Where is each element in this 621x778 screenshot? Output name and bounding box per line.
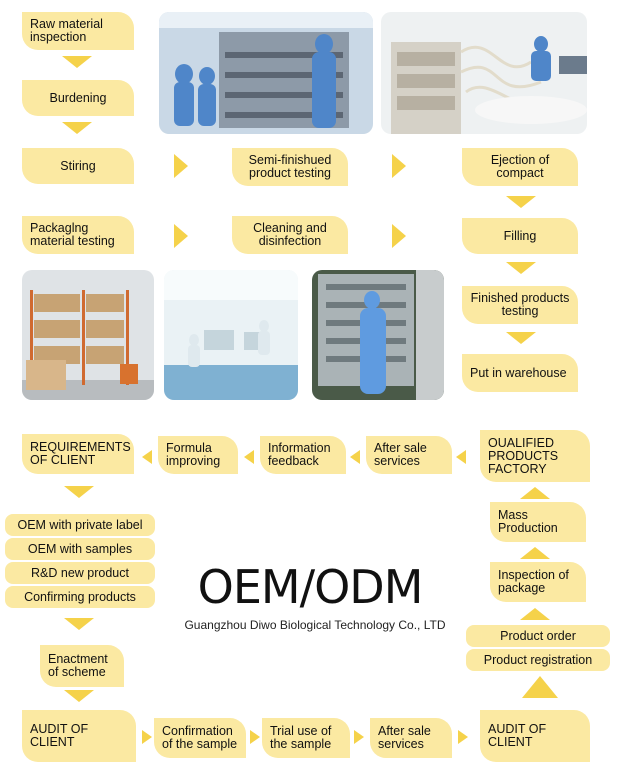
arrow-left-icon [350, 450, 360, 464]
step-product-order: Product order [466, 625, 610, 647]
step-stiring: Stiring [22, 148, 134, 184]
photo-warehouse-shelves [22, 270, 154, 400]
step-inspection-of-package: Inspection of package [490, 562, 586, 602]
arrow-left-icon [456, 450, 466, 464]
arrow-right-icon [174, 224, 188, 248]
option-oem-samples: OEM with samples [5, 538, 155, 560]
step-mass-production: Mass Production [490, 502, 586, 542]
option-rd-new-product: R&D new product [5, 562, 155, 584]
step-audit-of-client-right: AUDIT OF CLIENT [480, 710, 590, 762]
step-confirmation-of-sample: Confirmation of the sample [154, 718, 246, 758]
step-burdening: Burdening [22, 80, 134, 116]
arrow-down-icon [506, 332, 536, 344]
step-cleaning: Cleaning and disinfection [232, 216, 348, 254]
arrow-right-icon [142, 730, 152, 744]
option-confirming-products: Confirming products [5, 586, 155, 608]
step-semi-finished: Semi-finishued product testing [232, 148, 348, 186]
arrow-right-icon [392, 154, 406, 178]
arrow-down-icon [64, 690, 94, 702]
step-ejection: Ejection of compact [462, 148, 578, 186]
step-after-sale-services-bottom: After sale services [370, 718, 452, 758]
photo-packaging-machine [381, 12, 587, 134]
step-after-sale-services-top: After sale services [366, 436, 452, 474]
step-raw-material: Raw material inspection [22, 12, 134, 50]
arrow-right-icon [392, 224, 406, 248]
company-name: Guangzhou Diwo Biological Technology Co., LTD [184, 618, 446, 632]
step-audit-of-client-left: AUDIT OF CLIENT [22, 710, 136, 762]
arrow-down-icon [506, 262, 536, 274]
option-oem-private-label: OEM with private label [5, 514, 155, 536]
arrow-down-icon [64, 618, 94, 630]
step-information-feedback: Information feedback [260, 436, 346, 474]
photo-production-hall [164, 270, 298, 400]
arrow-down-icon [62, 56, 92, 68]
arrow-left-icon [244, 450, 254, 464]
arrow-right-icon [458, 730, 468, 744]
arrow-up-icon [520, 547, 550, 559]
step-formula-improving: Formula improving [158, 436, 238, 474]
arrow-right-icon [174, 154, 188, 178]
step-qualified-products-factory: OUALIFIED PRODUCTS FACTORY [480, 430, 590, 482]
arrow-down-icon [64, 486, 94, 498]
step-finished: Finished products testing [462, 286, 578, 324]
arrow-left-icon [142, 450, 152, 464]
photo-sterilization-room [312, 270, 444, 400]
arrow-down-icon [506, 196, 536, 208]
step-enactment-of-scheme: Enactment of scheme [40, 645, 124, 687]
step-requirements-of-client: REQUIREMENTS OF CLIENT [22, 434, 134, 474]
step-trial-use-of-sample: Trial use of the sample [262, 718, 350, 758]
step-packaging: Packaglng material testing [22, 216, 134, 254]
arrow-right-icon [250, 730, 260, 744]
arrow-up-icon [522, 676, 558, 698]
arrow-down-icon [62, 122, 92, 134]
arrow-right-icon [354, 730, 364, 744]
step-product-registration: Product registration [466, 649, 610, 671]
photo-cleanroom-workers [159, 12, 373, 134]
step-warehouse: Put in warehouse [462, 354, 578, 392]
headline: OEM/ODM [197, 560, 423, 614]
arrow-up-icon [520, 487, 550, 499]
arrow-up-icon [520, 608, 550, 620]
step-filling: Filling [462, 218, 578, 254]
